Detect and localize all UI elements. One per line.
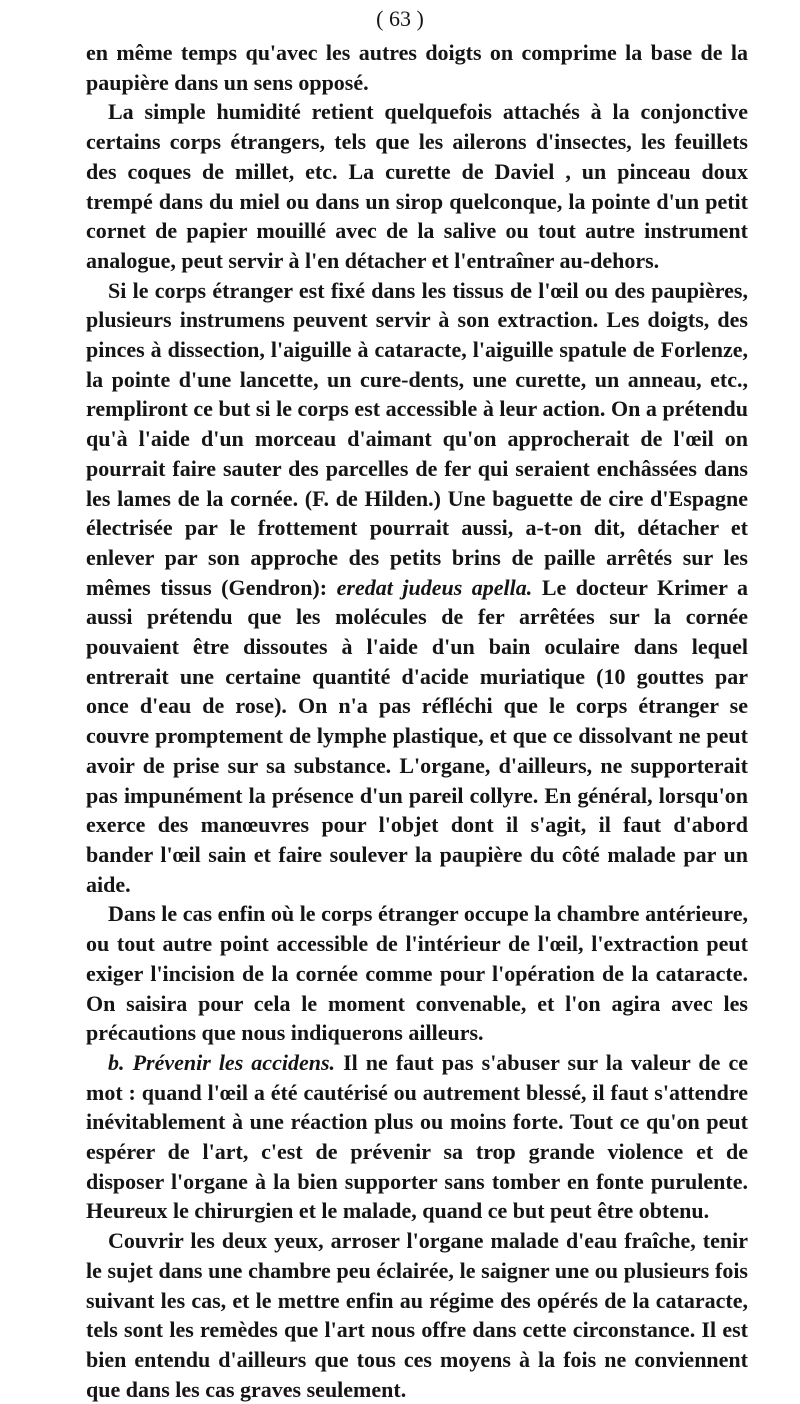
section-label: b.	[108, 1049, 125, 1075]
latin-quote: eredat judeus apella.	[336, 574, 533, 600]
paragraph-5-text: Il ne faut pas s'abuser sur la valeur de ce mot : quand l'œil a été cautérisé ou autrement blessé, il faut s'attendre inévitablement à une réaction plus ou moins forte. Tout ce qu'on peut espérer de l'art, c'est de prévenir sa trop grande violence et de disposer l'organe à la bien supporter sans tomber en fonte purulente. Heureux le chirurgien et le malade, quand ce but peut être obtenu.	[86, 1049, 749, 1224]
paragraph-3-part-a: Si le corps étranger est fixé dans les tissus de l'œil ou des paupières, plusieurs instrumens peuvent servir à son extraction. Les doigts, des pinces à dissection, l'aiguille à cataracte, l'aiguille spatule de Forlenze, la pointe d'une lancette, un cure-dents, une curette, un anneau, etc., rempliront ce but si le corps est accessible à leur action. On a prétendu qu'à l'aide d'un morceau d'aimant qu'on approcherait de l'œil on pourrait faire sauter des parcelles de fer qui seraient enchâssées dans les lames de la cornée. (F. de Hilden.) Une baguette de cire d'Espagne électrisée par le frottement pourrait aussi, a-t-on dit, détacher et enlever par son approche des petits brins de paille arrêtés sur les mêmes tissus (Gendron):	[86, 277, 748, 600]
body-text	[86, 38, 748, 1404]
page-number: ( 63 )	[376, 6, 424, 31]
paragraph-3	[86, 276, 748, 900]
paragraph-1: en même temps qu'avec les autres doigts on comprime la base de la paupière dans un sens opposé.	[86, 40, 748, 95]
section-heading: Prévenir les accidens.	[132, 1049, 336, 1075]
paragraph-4: Dans le cas enfin où le corps étranger occupe la chambre antérieure, ou tout autre point accessible de l'intérieur de l'œil, l'extraction peut exiger l'incision de la cornée comme pour l'opération de la cataracte. On saisira pour cela le moment convenable, et l'on agira avec les précautions que nous indiquerons ailleurs.	[86, 901, 748, 1046]
paragraph-5	[86, 1048, 748, 1226]
paragraph-6: Couvrir les deux yeux, arroser l'organe malade d'eau fraîche, tenir le sujet dans une chambre peu éclairée, le saigner une ou plusieurs fois suivant les cas, et le mettre enfin au régime des opérés de la cataracte, tels sont les remèdes que l'art nous offre dans cette circonstance. Il est bien entendu d'ailleurs que tous ces moyens à la fois ne conviennent que dans les cas graves seulement.	[86, 1228, 748, 1402]
paragraph-2: La simple humidité retient quelquefois attachés à la conjonctive certains corps étrangers, tels que les ailerons d'insectes, les feuillets des coques de millet, etc. La curette de Daviel , un pinceau doux trempé dans du miel ou dans un sirop quelconque, la pointe d'un petit cornet de papier mouillé avec de la salive ou tout autre instrument analogue, peut servir à l'en détacher et l'entraîner au-dehors.	[86, 99, 748, 273]
paragraph-3-part-b: Le docteur Krimer a aussi prétendu que les molécules de fer arrêtées sur la cornée pouvaient être dissoutes à l'aide d'un bain oculaire dans lequel entrerait une certaine quantité d'acide muriatique (10 gouttes par once d'eau de rose). On n'a pas réfléchi que le corps étranger se couvre promptement de lymphe plastique, et que ce dissolvant ne peut avoir de prise sur sa substance. L'organe, d'ailleurs, ne supporterait pas impunément la présence d'un pareil collyre. En général, lorsqu'on exerce des manœuvres pour l'objet dont il s'agit, il faut d'abord bander l'œil sain et faire soulever la paupière du côté malade par un aide.	[86, 574, 748, 897]
